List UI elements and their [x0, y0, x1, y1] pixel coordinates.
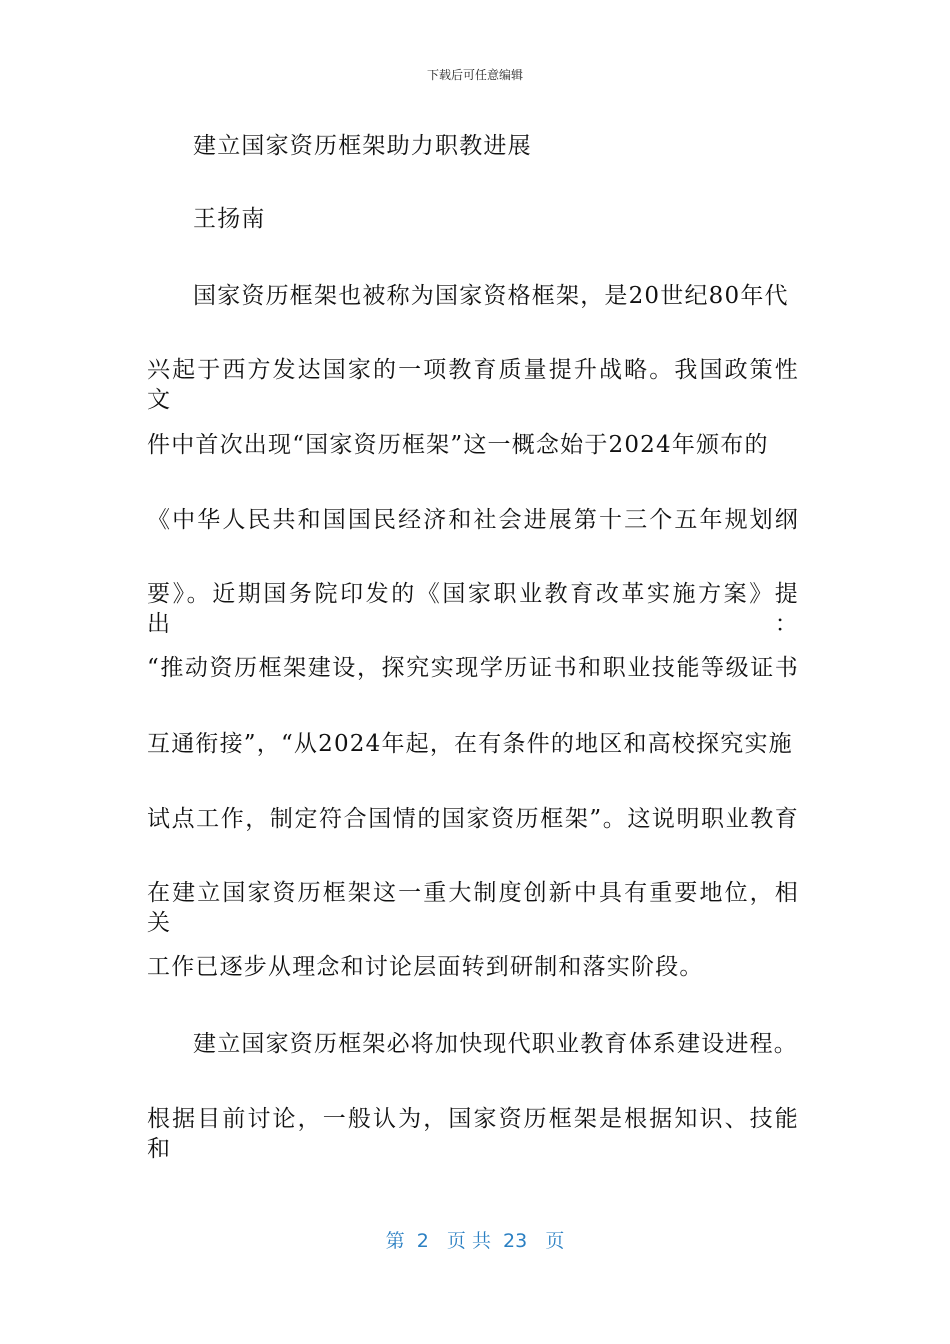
paragraph-2-line-1: 建立国家资历框架必将加快现代职业教育体系建设进程。	[193, 1031, 798, 1057]
paragraph-line-6: “推动资历框架建设，探究实现学历证书和职业技能等级证书	[147, 655, 799, 681]
paragraph-2-line-2: 根据目前讨论，一般认为，国家资历框架是根据知识、技能和	[147, 1106, 799, 1162]
paragraph-line-3: 件中首次出现“国家资历框架”这一概念始于2024年颁布的	[147, 432, 769, 458]
paragraph-line-1: 国家资历框架也被称为国家资格框架，是20世纪80年代	[193, 283, 789, 309]
page-number-footer: 第 2 页 共 23 页	[385, 1230, 565, 1252]
paragraph-line-10: 工作已逐步从理念和讨论层面转到研制和落实阶段。	[147, 954, 704, 980]
paragraph-line-2: 兴起于西方发达国家的一项教育质量提升战略。我国政策性文	[147, 357, 799, 413]
paragraph-line-7: 互通衔接”，“从2024年起，在有条件的地区和高校探究实施	[147, 731, 793, 757]
article-author: 王扬南	[193, 206, 266, 232]
paragraph-line-9: 在建立国家资历框架这一重大制度创新中具有重要地位，相关	[147, 880, 799, 936]
paragraph-line-8: 试点工作，制定符合国情的国家资历框架”。这说明职业教育	[147, 806, 799, 832]
paragraph-line-4: 《中华人民共和国国民经济和社会进展第十三个五年规划纲	[147, 507, 799, 533]
paragraph-line-5: 要》。近期国务院印发的《国家职业教育改革实施方案》提出：	[147, 581, 799, 637]
article-title: 建立国家资历框架助力职教进展	[193, 133, 532, 159]
page-header-note: 下载后可任意编辑	[426, 68, 523, 82]
